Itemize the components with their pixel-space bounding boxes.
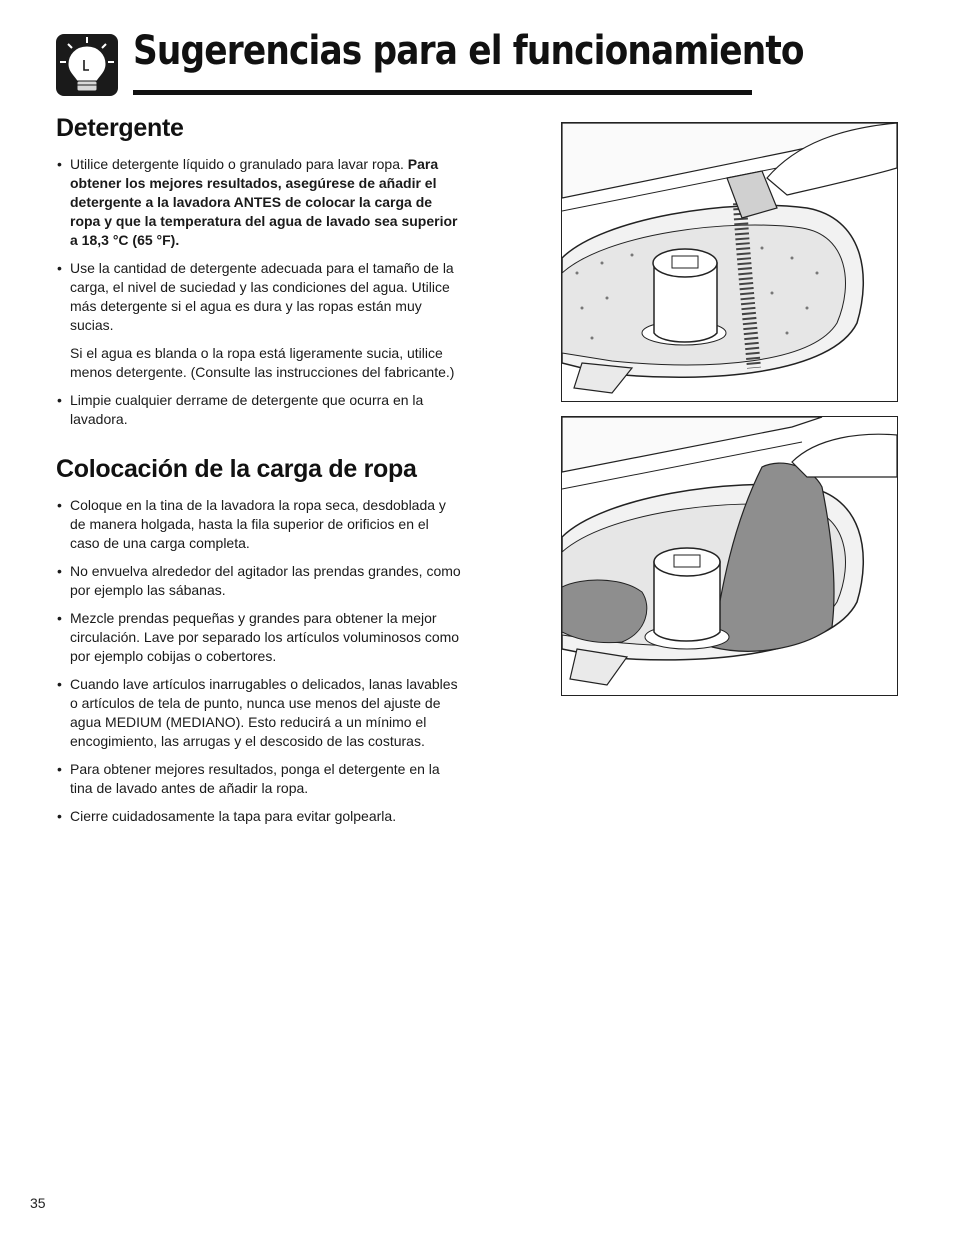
section-heading-detergente: Detergente	[56, 114, 184, 142]
page-title: Sugerencias para el funcionamiento	[133, 28, 804, 74]
list-item	[56, 259, 462, 382]
list-item: • Mezcle prendas pequeñas y grandes para obtener la mejor circulación. Lave por separado los artículos voluminosos como por ejemplo cobijas o cobertores.	[56, 609, 462, 666]
bullet-text: Utilice detergente líquido o granulado para lavar ropa.	[70, 156, 408, 172]
list-item: • Cierre cuidadosamente la tapa para evitar golpearla.	[56, 807, 462, 826]
list-item: • Cuando lave artículos inarrugables o delicados, lanas lavables o artículos de tela de punto, nunca use menos del ajuste de agua MEDIUM (MEDIANO). Esto reducirá a un mínimo el encogimiento, las arrugas y el descosido de las costuras.	[56, 675, 462, 751]
carga-list	[56, 496, 462, 826]
list-item	[56, 391, 462, 429]
section-heading-carga: Colocación de la carga de ropa	[56, 455, 417, 483]
detergent-illustration	[561, 122, 898, 402]
bullet-subparagraph: Si el agua es blanda o la ropa está ligeramente sucia, utilice menos detergente. (Consulte las instrucciones del fabricante.)	[70, 345, 455, 380]
list-item: • Para obtener mejores resultados, ponga el detergente en la tina de lavado antes de añadir la ropa.	[56, 760, 462, 798]
clothes-loading-illustration	[561, 416, 898, 696]
list-item: • No envuelva alrededor del agitador las prendas grandes, como por ejemplo las sábanas.	[56, 562, 462, 600]
detergente-list	[56, 155, 462, 429]
list-item: • Coloque en la tina de la lavadora la ropa seca, desdoblada y de manera holgada, hasta la fila superior de orificios en el caso de una carga completa.	[56, 496, 462, 553]
title-underline	[133, 90, 752, 95]
list-item	[56, 155, 462, 250]
page-number: 35	[30, 1195, 46, 1211]
bullet-bold-text: Para obtener los mejores resultados, asegúrese de añadir el detergente a la lavadora ANTES de colocar la carga de ropa y que la temperatura del agua de lavado sea superior a 18,3 °C (65 °F).	[70, 156, 458, 248]
bullet-text: • Use la cantidad de detergente adecuada para el tamaño de la carga, el nivel de suciedad y las condiciones del agua. Utilice más detergente si el agua es dura y las ropas están muy sucias.	[70, 260, 454, 333]
lightbulb-icon	[56, 34, 118, 96]
bullet-text: Limpie cualquier derrame de detergente que ocurra en la lavadora.	[70, 392, 424, 427]
text-column	[56, 114, 462, 835]
